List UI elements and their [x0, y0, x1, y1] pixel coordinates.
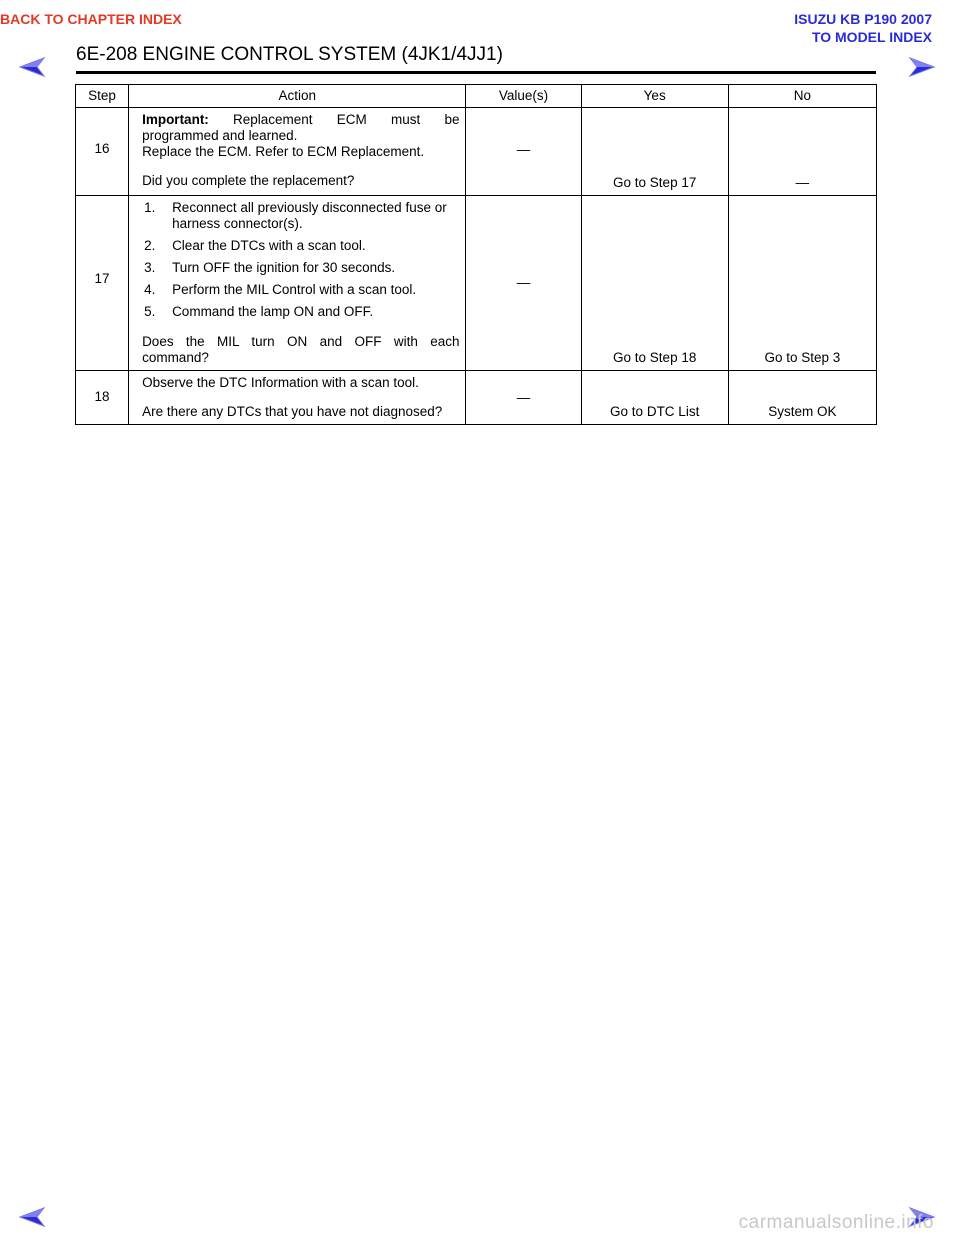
table-row [76, 108, 877, 196]
important-text-cont: programmed and learned. [142, 128, 298, 143]
yes-cell: Go to Step 18 [581, 196, 728, 371]
list-item-text: Perform the MIL Control with a scan tool. [172, 282, 417, 297]
action-cell [129, 108, 466, 196]
page-title: 6E-208 ENGINE CONTROL SYSTEM (4JK1/4JJ1) [76, 44, 503, 65]
list-item [142, 282, 459, 298]
list-item-text: Reconnect all previously disconnected fuse or harness connector(s). [172, 200, 447, 231]
to-model-index-link[interactable]: TO MODEL INDEX [811, 29, 932, 45]
list-item [142, 260, 459, 276]
question-text: Does the MIL turn ON and OFF with each command? [142, 334, 460, 365]
table-header-row [76, 85, 877, 108]
list-item-text: Command the lamp ON and OFF. [172, 304, 374, 319]
list-item-text: Turn OFF the ignition for 30 seconds. [172, 260, 396, 275]
yes-cell: Go to DTC List [581, 371, 728, 425]
important-label: Important: [142, 112, 209, 127]
list-item-number: 3. [144, 260, 156, 275]
table-row [76, 196, 877, 371]
list-item [142, 238, 459, 254]
header-action: Action [129, 85, 466, 108]
values-cell: — [466, 196, 581, 371]
important-line [142, 112, 459, 128]
no-cell: Go to Step 3 [728, 196, 876, 371]
list-item [142, 200, 459, 232]
no-cell: System OK [728, 371, 876, 425]
procedure-list [142, 200, 459, 320]
no-cell: — [728, 108, 876, 196]
important-word: be [444, 112, 460, 127]
step-number: 16 [76, 108, 129, 196]
question-text: Are there any DTCs that you have not diagnosed? [142, 404, 443, 419]
header-step: Step [76, 85, 129, 108]
values-cell: — [466, 371, 581, 425]
watermark: carmanualsonline.info [738, 1212, 934, 1233]
important-word: Replacement [233, 112, 313, 127]
list-item [142, 304, 459, 320]
important-word: ECM [336, 112, 367, 127]
yes-cell: Go to Step 17 [581, 108, 728, 196]
instruction-text: Observe the DTC Information with a scan tool. [142, 375, 419, 390]
title-rule [76, 71, 876, 74]
model-title: ISUZU KB P190 2007 [794, 11, 932, 27]
step-number: 18 [76, 371, 129, 425]
list-item-number: 5. [144, 304, 156, 319]
back-to-chapter-index-link[interactable]: BACK TO CHAPTER INDEX [0, 11, 182, 27]
list-item-number: 2. [144, 238, 156, 253]
table-row [76, 371, 877, 425]
step-number: 17 [76, 196, 129, 371]
action-cell [129, 196, 466, 371]
header-yes: Yes [581, 85, 728, 108]
previous-page-arrow-icon[interactable] [18, 56, 46, 78]
diagnostic-table [75, 84, 877, 425]
list-item-text: Clear the DTCs with a scan tool. [172, 238, 366, 253]
header-no: No [728, 85, 876, 108]
next-page-arrow-icon[interactable] [908, 56, 936, 78]
action-cell [129, 371, 466, 425]
values-cell: — [466, 108, 581, 196]
important-word: must [390, 112, 421, 127]
list-item-number: 1. [144, 200, 156, 215]
header-values: Value(s) [466, 85, 581, 108]
list-item-number: 4. [144, 282, 156, 297]
question-text: Did you complete the replacement? [142, 173, 355, 188]
instruction-text: Replace the ECM. Refer to ECM Replacement. [142, 144, 425, 159]
previous-page-arrow-bottom-icon[interactable] [18, 1206, 46, 1228]
